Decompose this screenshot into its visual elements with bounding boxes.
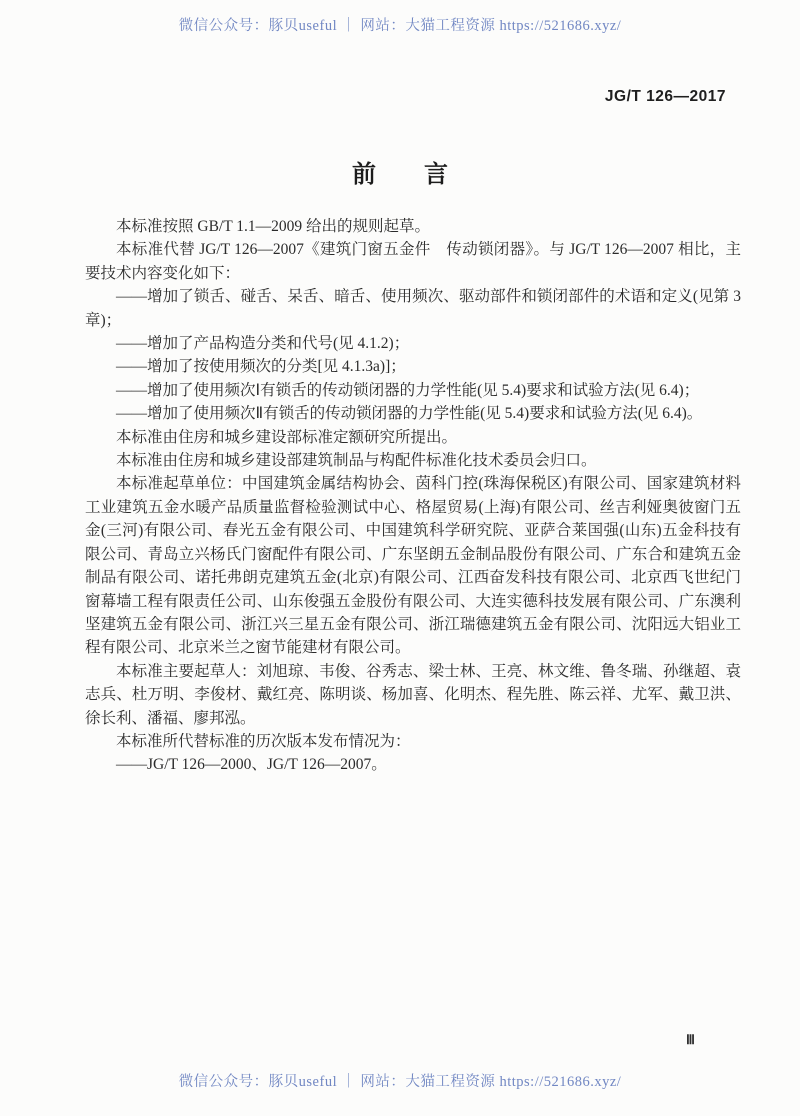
paragraph-centralized-by: 本标准由住房和城乡建设部建筑制品与构配件标准化技术委员会归口。: [116, 452, 597, 470]
watermark-top: 微信公众号：豚贝useful ｜ 网站：大猫工程资源 https://521686.xyz/: [178, 18, 622, 34]
change-list-item: ——增加了锁舌、碰舌、呆舌、暗舌、使用频次、驱动部件和锁闭部件的术语和定义(见第 3 章)；: [85, 288, 741, 329]
paragraph-previous-editions-intro: 本标准所代替标准的历次版本发布情况为：: [116, 732, 411, 750]
paragraph-basis: 本标准按照 GB/T 1.1—2009 给出的规则起草。: [116, 218, 431, 235]
foreword-body: [85, 215, 741, 777]
paragraph-drafting-organizations: 本标准起草单位：中国建筑金属结构协会、茵科门控(珠海保税区)有限公司、国家建筑材料工业建筑五金水暖产品质量监督检验测试中心、格屋贸易(上海)有限公司、丝吉利娅奥彼窗门五金(三河)有限公司、春光五金有限公司、中国建筑科学研究院、亚萨合莱国强(山东)五金科技有限公司、青岛立兴杨氏门窗配件有限公司、广东坚朗五金制品股份有限公司、广东合和建筑五金制品有限公司、诺托弗朗克建筑五金(北京)有限公司、江西奋发科技有限公司、北京西飞世纪门窗幕墙工程有限责任公司、山东俊强五金股份有限公司、大连实德科技发展有限公司、广东澳利坚建筑五金有限公司、浙江兴三星五金有限公司、浙江瑞德建筑五金有限公司、沈阳远大铝业工程有限公司、北京米兰之窗节能建材有限公司。: [85, 475, 741, 657]
document-code: JG/T 126—2017: [604, 88, 726, 105]
page-title: 前 言: [352, 161, 448, 188]
previous-editions-list-item: ——JG/T 126—2000、JG/T 126—2007。: [116, 756, 387, 774]
paragraph-replaces: 本标准代替 JG/T 126—2007《建筑门窗五金件 传动锁闭器》。与 JG/T 126—2007 相比，主要技术内容变化如下：: [85, 241, 741, 282]
change-list-item: ——增加了使用频次Ⅱ有锁舌的传动锁闭器的力学性能(见 5.4)要求和试验方法(见 6.4)。: [116, 405, 703, 423]
paragraph-proposed-by: 本标准由住房和城乡建设部标准定额研究所提出。: [116, 428, 458, 446]
change-list-item: ——增加了使用频次Ⅰ有锁舌的传动锁闭器的力学性能(见 5.4)要求和试验方法(见 6.4)；: [116, 381, 700, 399]
watermark-bottom: 微信公众号：豚贝useful ｜ 网站：大猫工程资源 https://521686.xyz/: [178, 1074, 622, 1090]
paragraph-drafters: 本标准主要起草人：刘旭琼、韦俊、谷秀志、梁士林、王亮、林文维、鲁冬瑞、孙继超、袁志兵、杜万明、李俊材、戴红亮、陈明谈、杨加喜、化明杰、程先胜、陈云祥、尤军、戴卫洪、徐长利、潘福、廖邦泓。: [85, 662, 741, 727]
page-number: Ⅲ: [686, 1032, 695, 1047]
change-list-item: ——增加了按使用频次的分类[见 4.1.3a)]；: [116, 358, 406, 376]
change-list-item: ——增加了产品构造分类和代号(见 4.1.2)；: [116, 335, 410, 353]
